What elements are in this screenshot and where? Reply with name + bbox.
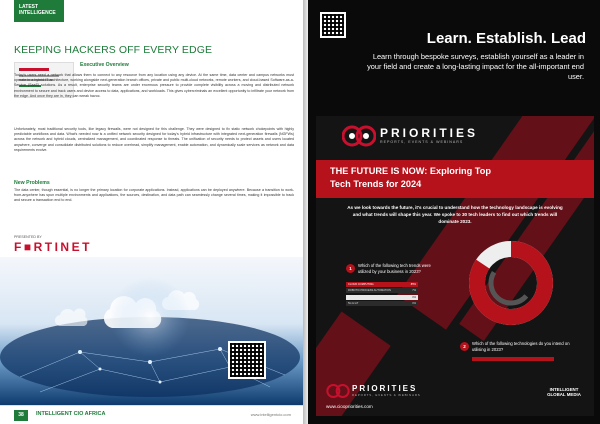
website-url[interactable]: www.intelligentcio.com bbox=[250, 412, 291, 417]
article-headline: KEEPING HACKERS OFF EVERY EDGE bbox=[14, 44, 213, 56]
question-2: Which of the following technologies do you intend on utilising in 2023? bbox=[472, 341, 570, 352]
poster-brand: PRIORITIES bbox=[380, 126, 479, 140]
table-row: CLOUD COMPUTING 85% bbox=[348, 283, 416, 286]
priorities-footer-logo-icon bbox=[326, 383, 350, 399]
sponsor-logo: F■RTINET bbox=[14, 240, 92, 254]
page-number: 38 bbox=[14, 410, 28, 421]
poster-brand-tagline: REPORTS, EVENTS & WEBINARS bbox=[380, 140, 464, 144]
q2-bar bbox=[472, 357, 554, 361]
poster-intro: As we look towards the future, it's crucial to understand how the technology landscape is evolving and what trends will shape this year. We spoke to 30 tech leaders to find out which trends will dominate 2023. bbox=[347, 205, 563, 224]
footer-url[interactable]: www.cioopriorities.com bbox=[326, 404, 373, 409]
left-footer bbox=[0, 405, 303, 424]
footer-brand: PRIORITIES bbox=[352, 384, 418, 393]
priorities-logo-icon bbox=[342, 124, 376, 148]
donut-chart-graphic bbox=[466, 238, 556, 328]
q1-table bbox=[346, 282, 418, 307]
right-page bbox=[308, 0, 600, 424]
subheading-new-problems: New Problems bbox=[14, 180, 50, 186]
qr-code-left[interactable] bbox=[228, 341, 266, 379]
paragraph-1: Today's users need a network that allows them to connect to any resource from any location using any device. At the same time, data center and campus networks must operate in a hybrid IT architecture, working alongside next-generation branch offices, private and public multi-cloud networks, remote workers, and cloud-based Software-as-a-Service (SaaS) solutions. As a result, enterprise security teams are under enormous pressure to provide complete visibility across a moving and distributed network environment to secure and track users and device access to data, applications, and workloads. This gives cybercriminals an excellent opportunity to infiltrate your network from the edge. And once they are in, they can wreak havoc. bbox=[14, 73, 294, 98]
qr-code-right[interactable] bbox=[320, 12, 346, 38]
ad-text: Learn through bespoke surveys, establish yourself as a leader in your field and create a long-lasting impact for the all-important end user. bbox=[367, 52, 584, 81]
subheading-executive-overview: Executive Overview bbox=[80, 62, 129, 68]
paragraph-2: Unfortunately, most traditional security tools, like legacy firewalls, were not designed for this challenge. They were designed to fix static network chokepoints with highly predictable workflows and data. What's needed now is a unified network security designed for today's hybrid infrastructure with integrated next-generation firewalls (NGFWs) across the network and hybrid clouds, centralized management, and coordinated response to threats. The unification of security needs to protect assets and users located anywhere, converge and consolidate distributed solutions to reduce overhead, simplify management, enable automation, and dynamically scale services as network and data requirements evolve. bbox=[14, 127, 294, 152]
question-1: Which of the following tech trends were utilized by your business in 2023? bbox=[358, 263, 431, 274]
report-poster bbox=[316, 116, 594, 416]
question-2-number: 2 bbox=[460, 342, 469, 351]
intelligent-global-media-logo: INTELLIGENT GLOBAL MEDIA bbox=[547, 387, 581, 398]
ad-title: Learn. Establish. Lead bbox=[426, 30, 586, 47]
paragraph-3: The data center, though essential, is no longer the primary location for corporate applications. Instead, applications can be deployed anywhere. Because a transition to work-from-anywhere has spun multiple environments and applications, the sources, destination, and data path can seamlessly change several times, making it impossible to track and secure a transaction end to end. bbox=[14, 188, 294, 203]
footer-brand-tagline: REPORTS, EVENTS & WEBINARS bbox=[352, 393, 421, 397]
network-illustration bbox=[0, 257, 303, 405]
question-1-number: 1 bbox=[346, 264, 355, 273]
network-cloud-icon bbox=[0, 257, 303, 405]
table-row: ROBOTIC PROCESS AUTOMATION 7% bbox=[348, 289, 416, 293]
table-row: 0% bbox=[346, 295, 418, 300]
section-tag: LATEST INTELLIGENCE bbox=[14, 0, 64, 22]
magazine-name: INTELLIGENT CIO AFRICA bbox=[36, 411, 106, 417]
banner-line-2: Tech Trends for 2024 bbox=[330, 179, 422, 189]
presented-by-label: PRESENTED BY bbox=[14, 235, 42, 239]
poster-banner bbox=[316, 160, 594, 198]
banner-line-1: THE FUTURE IS NOW: Exploring Top bbox=[330, 166, 491, 176]
table-row: 5G & IoT 0% bbox=[348, 301, 416, 305]
poster-footer bbox=[316, 378, 594, 416]
